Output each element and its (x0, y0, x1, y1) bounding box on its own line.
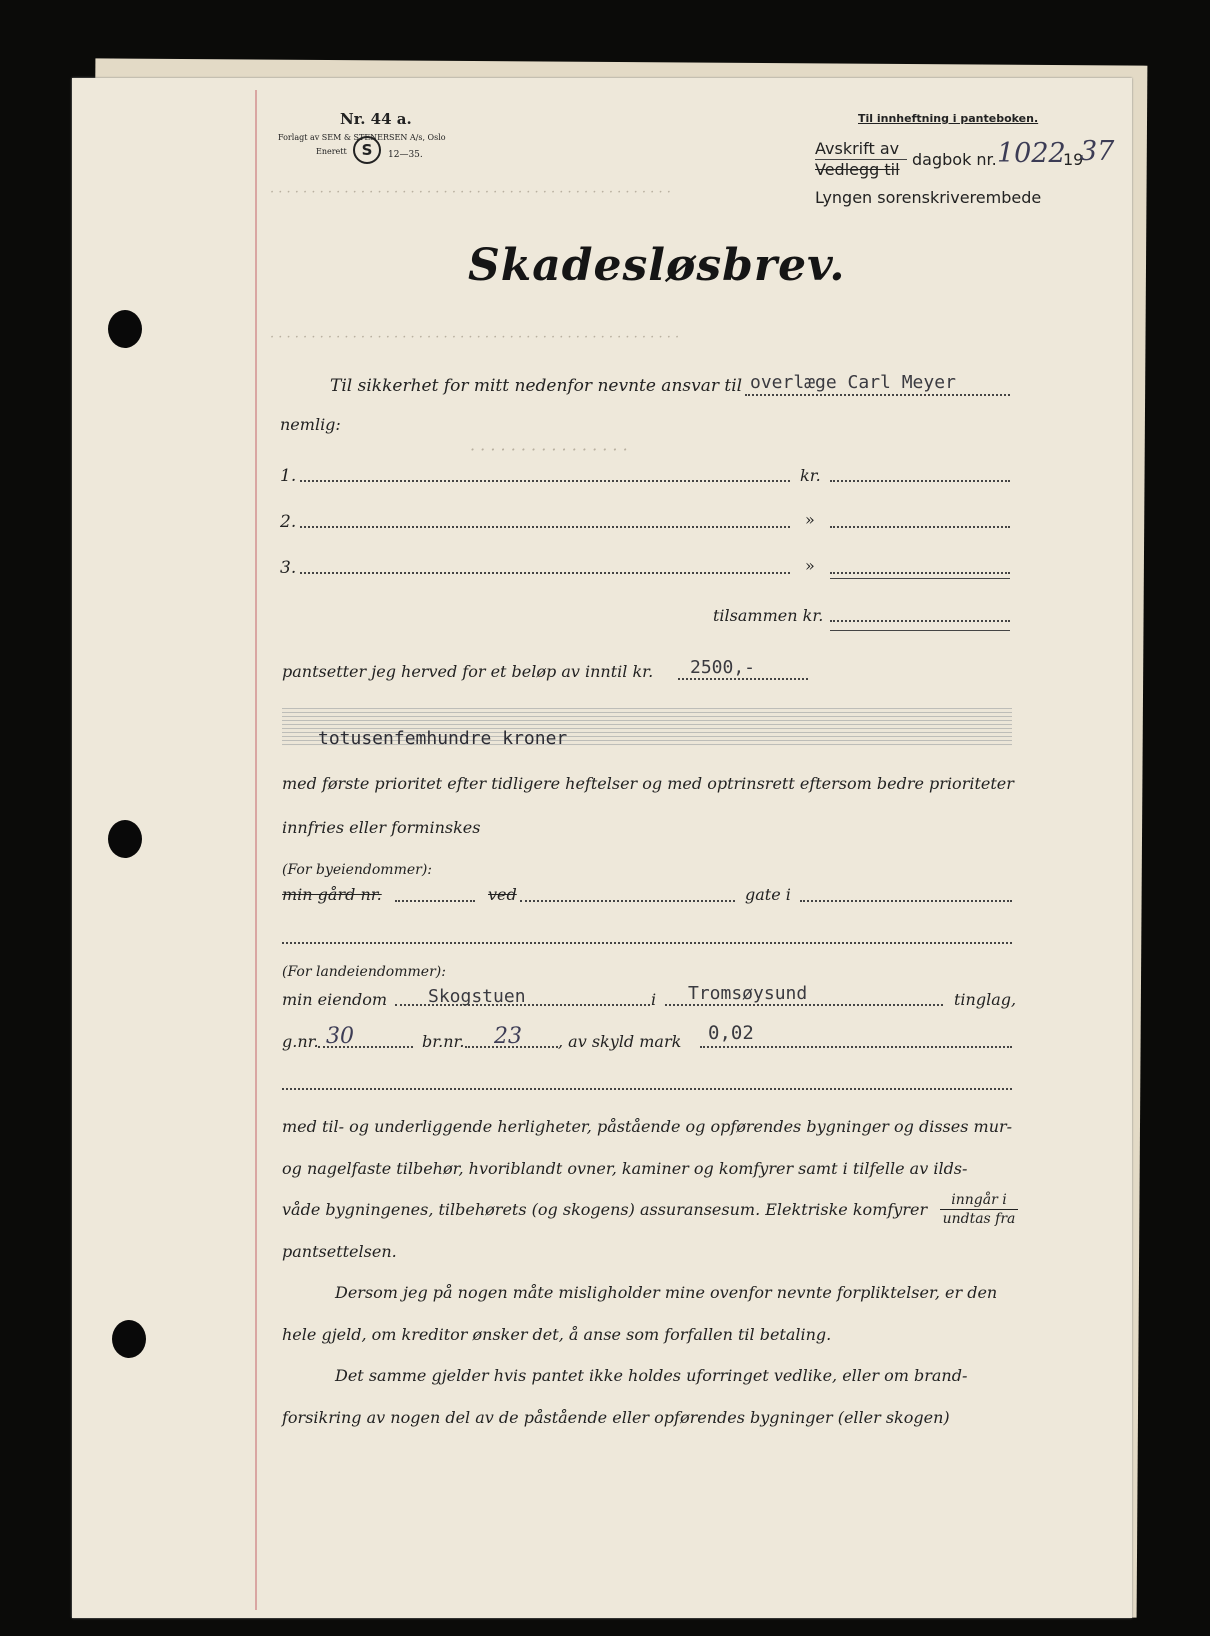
gnr-label: g.nr. (282, 1032, 319, 1051)
form-date: 12—35. (388, 150, 423, 160)
publisher-logo: S (353, 136, 381, 164)
land-extra-line (282, 1088, 1012, 1090)
row-2-suffix: » (805, 510, 815, 529)
avskrift-label: Avskrift av (815, 139, 900, 158)
skyld-value: 0,02 (708, 1022, 754, 1044)
pant-amount-line (678, 678, 808, 680)
pantsetter-label: pantsetter jeg herved for et beløp av inntil kr. (282, 662, 654, 681)
skyld-label: , av skyld mark (558, 1032, 682, 1051)
brnr-label: br.nr. (422, 1032, 465, 1051)
row-1-amount-line (830, 480, 1010, 482)
year-suffix: 37 (1080, 136, 1115, 167)
row-3-line (300, 572, 790, 574)
row-3-suffix: » (805, 556, 815, 575)
row-2-line (300, 526, 790, 528)
komfyr-choice-top: inngår i (940, 1191, 1018, 1210)
min-gard-label: min gård nr. (282, 885, 382, 904)
row-3-amount-line (830, 572, 1010, 574)
row-1-line (300, 480, 790, 482)
ved-label: ved (488, 885, 517, 904)
document-title: Skadesløsbrev. (468, 240, 846, 291)
row-3-number: 3. (280, 558, 297, 578)
gnr-value: 30 (326, 1024, 354, 1049)
tinglag-name: Tromsøysund (688, 983, 808, 1004)
tinglag-label: tinglag, (954, 990, 1017, 1009)
row-2-amount-line (830, 526, 1010, 528)
tilsammen-rule (830, 630, 1010, 631)
skyld-line (700, 1046, 1012, 1048)
creditor-line (745, 394, 1010, 396)
gard-nr-line (395, 900, 475, 902)
prioritet-line-1: med første prioritet efter tidligere heftelser og med optrinsrett eftersom bedre prioriteter (282, 774, 1014, 793)
bleed-through-text: · · · · · · · · · · · · · · · · · · · · · · · · · · · · · · · · · · · · · · · · · · · · · · · · · (270, 185, 671, 200)
paragraph-3-line-2: forsikring av nogen del av de påstående eller opførendes bygninger (eller skogen) (282, 1408, 950, 1427)
tilsammen-label: tilsammen kr. (713, 606, 824, 625)
tilsammen-line (830, 620, 1010, 622)
nemlig-label: nemlig: (280, 415, 341, 434)
creditor-name: overlæge Carl Meyer (750, 372, 956, 393)
paragraph-3-line-1: Det samme gjelder hvis pantet ikke holdes uforringet vedlike, eller om brand- (335, 1366, 968, 1385)
eiendom-name: Skogstuen (428, 986, 526, 1007)
punch-hole-middle (108, 820, 142, 858)
row-2-number: 2. (280, 512, 297, 532)
komfyr-choice (940, 1191, 1018, 1228)
paragraph-1-line-3: våde bygningenes, tilbehørets (og skogens) assuransesum. Elektriske komfyrer (282, 1200, 928, 1219)
office-name: Lyngen sorenskriverembede (815, 188, 1042, 207)
landeiendom-label: (For landeiendommer): (282, 964, 446, 980)
tinglag-line (665, 1004, 943, 1006)
by-extra-line (282, 942, 1012, 944)
gnr-line (318, 1046, 413, 1048)
bleed-through-text: · · · · · · · · · · · · · · · · (470, 440, 628, 459)
sum-rule (830, 578, 1010, 579)
paragraph-1-line-4: pantsettelsen. (282, 1242, 397, 1261)
komfyr-choice-bottom: undtas fra (942, 1211, 1016, 1227)
gate-line (800, 900, 1012, 902)
punch-hole-bottom (112, 1320, 146, 1358)
bleed-through-text: · · · · · · · · · · · · · · · · · · · · · · · · · · · · · · · · · · · · · · · · · · · · · · · · · · (270, 330, 680, 345)
ved-line (520, 900, 735, 902)
top-right-note: Til innheftning i panteboken. (858, 112, 1039, 125)
til-sikkerhet-label: Til sikkerhet for mitt nedenfor nevnte ansvar til (330, 376, 743, 396)
vedlegg-label: Vedlegg til (815, 160, 900, 179)
punch-hole-top (108, 310, 142, 348)
paragraph-2-line-2: hele gjeld, om kreditor ønsker det, å anse som forfallen til betaling. (282, 1325, 832, 1344)
brnr-value: 23 (494, 1024, 522, 1049)
enerett-label: Enerett (316, 147, 347, 156)
amount-in-words: totusenfemhundre kroner (318, 728, 568, 749)
margin-line (255, 90, 257, 1610)
pant-amount: 2500,- (690, 657, 756, 678)
form-number: Nr. 44 a. (340, 110, 412, 128)
paragraph-1-line-2: og nagelfaste tilbehør, hvoriblandt ovner, kaminer og komfyrer samt i tilfelle av ilds- (282, 1159, 968, 1178)
byeiendom-label: (For byeiendommer): (282, 862, 433, 878)
dagbok-label: dagbok nr. (912, 150, 997, 169)
gate-label: gate i (745, 885, 791, 904)
brnr-line (465, 1046, 558, 1048)
min-eiendom-label: min eiendom (282, 990, 388, 1009)
i-label: i (651, 990, 657, 1009)
row-1-suffix: kr. (800, 466, 821, 485)
prioritet-line-2: innfries eller forminskes (282, 818, 481, 837)
row-1-number: 1. (280, 466, 297, 486)
year-prefix: 19 (1063, 150, 1084, 169)
eiendom-line (395, 1004, 650, 1006)
dagbok-number: 1022 (997, 138, 1066, 169)
paragraph-1-line-1: med til- og underliggende herligheter, påstående og opførendes bygninger og disses mur- (282, 1117, 1013, 1136)
paragraph-2-line-1: Dersom jeg på nogen måte misligholder mine ovenfor nevnte forpliktelser, er den (335, 1283, 998, 1302)
publisher-line: Forlagt av SEM & STENERSEN A/s, Oslo (278, 133, 446, 142)
document-page (72, 78, 1132, 1618)
